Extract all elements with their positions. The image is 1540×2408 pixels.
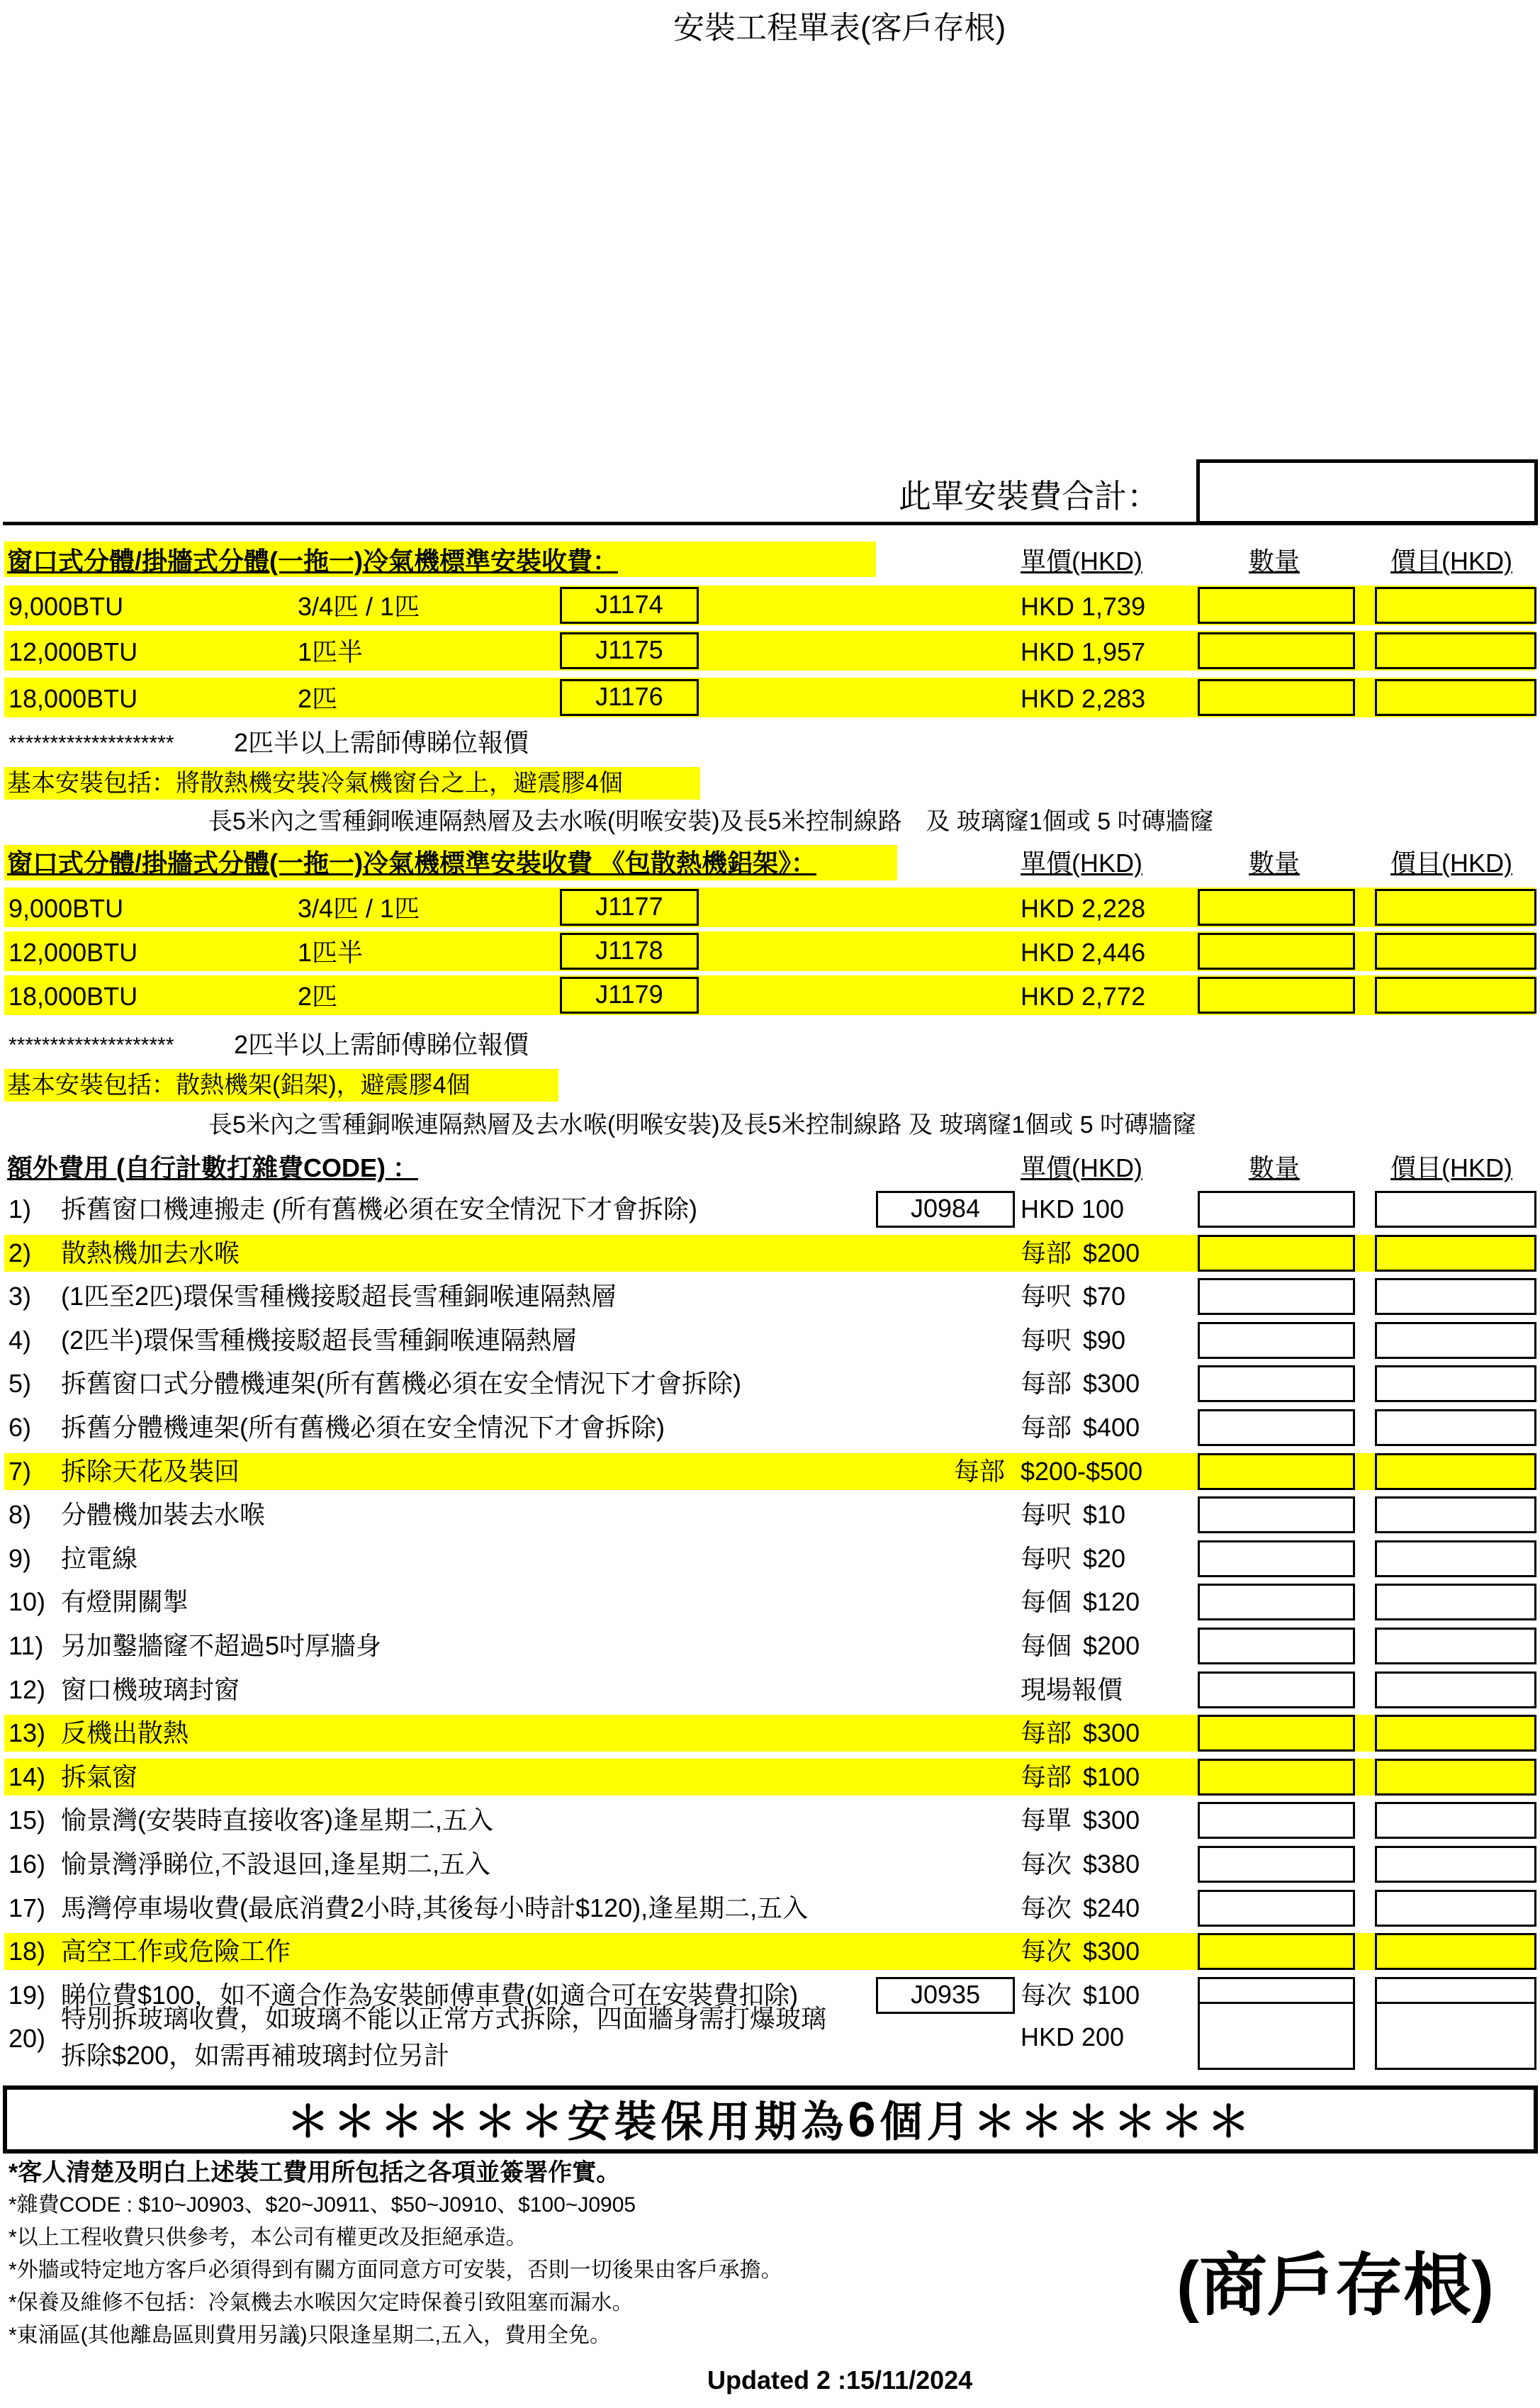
unit-label: 每次 — [1021, 1981, 1072, 2010]
price-label: $20 — [1083, 1544, 1126, 1573]
amount-input[interactable] — [1375, 889, 1536, 926]
item-no: 2) — [9, 1238, 32, 1267]
qty-input[interactable] — [1198, 1453, 1355, 1490]
qty-input[interactable] — [1198, 1540, 1355, 1577]
item-desc: 拉電線 — [61, 1544, 138, 1573]
qty-input[interactable] — [1198, 977, 1355, 1014]
amount-input[interactable] — [1375, 2002, 1536, 2070]
price-label: $300 — [1083, 1937, 1140, 1966]
item-desc: 分體機加裝去水喉 — [61, 1500, 266, 1529]
qty-input[interactable] — [1198, 1933, 1355, 1970]
item-desc: 拆除天花及裝回 — [61, 1457, 240, 1486]
col-qty-2: 數量 — [1249, 849, 1300, 878]
unit-label: 每部 — [1021, 1413, 1072, 1442]
unit-label: 每部 — [954, 1457, 1006, 1486]
warranty-banner — [3, 2085, 1538, 2154]
hp-label: 3/4匹 / 1匹 — [298, 894, 420, 923]
note-line: *保養及維修不包括：冷氣機去水喉因欠定時保養引致阻塞而漏水。 — [9, 2291, 634, 2314]
amount-input[interactable] — [1375, 1409, 1536, 1446]
unit-label: 每個 — [1021, 1631, 1072, 1660]
item-no: 5) — [9, 1369, 32, 1398]
amount-input[interactable] — [1375, 1191, 1536, 1228]
item20-desc-line1: 特別拆玻璃收費，如玻璃不能以正常方式拆除，四面牆身需打爆玻璃 — [61, 2004, 827, 2033]
amount-input[interactable] — [1375, 1322, 1536, 1359]
price-label: HKD 2,772 — [1021, 982, 1146, 1011]
confirm-note: *客人清楚及明白上述裝工費用所包括之各項並簽署作實。 — [9, 2159, 621, 2186]
basic-install-detail: 長5米內之雪種銅喉連隔熱層及去水喉(明喉安裝)及長5米控制線路 及 玻璃窿1個或 5 吋磚牆窿 — [208, 1111, 1197, 1138]
unit-label: 每部 — [1021, 1238, 1072, 1267]
code-box: J1179 — [560, 977, 699, 1014]
amount-input[interactable] — [1375, 1628, 1536, 1664]
basic-install-detail: 長5米內之雪種銅喉連隔熱層及去水喉(明喉安裝)及長5米控制線路 及 玻璃窿1個或 5 吋磚牆窿 — [208, 808, 1214, 835]
merchant-stub-label: (商戶存根) — [1176, 2248, 1494, 2324]
item-no: 3) — [9, 1282, 32, 1311]
amount-input[interactable] — [1375, 1365, 1536, 1402]
item-desc: 睇位費$100，如不適合作為安裝師傅車費(如適合可在安裝費扣除) — [61, 1981, 799, 2010]
section2-heading: 窗口式分體/掛牆式分體(一拖一)冷氣機標準安裝收費 《包散熱機鋁架》： — [7, 849, 816, 878]
unit-label: 每呎 — [1021, 1282, 1072, 1311]
qty-input[interactable] — [1198, 1715, 1355, 1752]
price-label: HKD 100 — [1021, 1194, 1125, 1223]
price-label: HKD 2,283 — [1021, 684, 1146, 713]
btu-label: 9,000BTU — [9, 592, 124, 621]
amount-input[interactable] — [1375, 632, 1536, 669]
item20-no: 20) — [9, 2024, 46, 2053]
note-text: 2匹半以上需師傅睇位報價 — [234, 1030, 529, 1059]
price-label: $100 — [1083, 1762, 1140, 1791]
qty-input[interactable] — [1198, 679, 1355, 716]
unit-label: 每部 — [1021, 1762, 1072, 1791]
unit-label: 每次 — [1021, 1893, 1072, 1922]
amount-input[interactable] — [1375, 1846, 1536, 1883]
item20-price: HKD 200 — [1021, 2022, 1125, 2051]
hp-label: 2匹 — [298, 684, 338, 713]
item-no: 8) — [9, 1500, 32, 1529]
total-input[interactable] — [1196, 459, 1538, 525]
amount-input[interactable] — [1375, 1540, 1536, 1577]
hp-label: 3/4匹 / 1匹 — [298, 592, 420, 621]
page-title: 安裝工程單表(客戶存根) — [673, 11, 1006, 45]
hp-label: 1匹半 — [298, 637, 364, 666]
price-label: $90 — [1083, 1326, 1126, 1355]
col-unit-price-2: 單價(HKD) — [1021, 849, 1142, 878]
price-label: $100 — [1083, 1981, 1140, 2010]
btu-label: 9,000BTU — [9, 894, 124, 923]
total-label: 此單安裝費合計： — [899, 478, 1159, 515]
price-label: HKD 1,957 — [1021, 637, 1146, 666]
item-desc: 拆舊分體機連架(所有舊機必須在安全情況下才會拆除) — [61, 1413, 665, 1442]
item20-desc-line2: 拆除$200，如需再補玻璃封位另計 — [61, 2041, 450, 2070]
price-label: HKD 1,739 — [1021, 592, 1146, 621]
unit-label: 每次 — [1021, 1849, 1072, 1878]
item-desc: 另加鑿牆窿不超過5吋厚牆身 — [61, 1631, 382, 1660]
item-no: 19) — [9, 1981, 46, 2010]
warranty-months: 6 — [848, 2092, 880, 2147]
price-label: HKD 2,446 — [1021, 938, 1146, 967]
col-unit-price-3: 單價(HKD) — [1021, 1153, 1142, 1182]
amount-input[interactable] — [1375, 933, 1536, 970]
amount-input[interactable] — [1375, 1584, 1536, 1620]
amount-input[interactable] — [1375, 1715, 1536, 1752]
item-desc: 愉景灣(安裝時直接收客)逢星期二,五入 — [61, 1805, 493, 1835]
item-no: 16) — [9, 1849, 46, 1878]
qty-input[interactable] — [1198, 1846, 1355, 1883]
amount-input[interactable] — [1375, 1759, 1536, 1796]
qty-input[interactable] — [1198, 1802, 1355, 1839]
amount-input[interactable] — [1375, 1278, 1536, 1315]
price-label: $300 — [1083, 1369, 1140, 1398]
note-line: *東涌區(其他離島區則費用另議)只限逢星期二,五入，費用全免。 — [9, 2324, 611, 2347]
col-qty-3: 數量 — [1249, 1153, 1300, 1182]
note-text: 2匹半以上需師傅睇位報價 — [234, 728, 529, 757]
btu-label: 12,000BTU — [9, 938, 138, 967]
amount-input[interactable] — [1375, 1890, 1536, 1927]
item-desc: 反機出散熱 — [61, 1718, 189, 1747]
price-label: $200 — [1083, 1238, 1140, 1267]
extras-heading: 額外費用 (自行計數打雜費CODE) ： — [7, 1153, 418, 1182]
basic-install-label: 基本安裝包括：將散熱機安裝冷氣機窗台之上，避震膠4個 — [7, 770, 623, 797]
qty-input[interactable] — [1198, 1235, 1355, 1272]
item-desc: (1匹至2匹)環保雪種機接駁超長雪種銅喉連隔熱層 — [61, 1282, 617, 1311]
btu-label: 12,000BTU — [9, 637, 138, 666]
hp-label: 2匹 — [298, 982, 338, 1011]
item-no: 4) — [9, 1326, 32, 1355]
note-stars: ******************** — [9, 1034, 174, 1057]
unit-label: 每個 — [1021, 1587, 1072, 1616]
note-stars: ******************** — [9, 732, 174, 755]
item-no: 17) — [9, 1893, 46, 1922]
col-amount-1: 價目(HKD) — [1390, 547, 1512, 576]
qty-input[interactable] — [1198, 1584, 1355, 1620]
updated-date: Updated 2 :15/11/2024 — [707, 2365, 973, 2395]
unit-label: 每次 — [1021, 1937, 1072, 1966]
amount-input[interactable] — [1375, 1496, 1536, 1533]
col-unit-price-1: 單價(HKD) — [1021, 547, 1142, 576]
qty-input[interactable] — [1198, 1322, 1355, 1359]
hp-label: 1匹半 — [298, 938, 364, 967]
item-desc: 馬灣停車場收費(最底消費2小時,其後每小時計$120),逢星期二,五入 — [61, 1893, 809, 1922]
item-no: 10) — [9, 1587, 46, 1616]
note-line: *外牆或特定地方客戶必須得到有關方面同意方可安裝，否則一切後果由客戶承擔。 — [9, 2258, 782, 2282]
item-desc: 高空工作或危險工作 — [61, 1937, 291, 1966]
qty-input[interactable] — [1198, 632, 1355, 669]
amount-input[interactable] — [1375, 587, 1536, 624]
qty-input[interactable] — [1198, 1628, 1355, 1664]
warranty-suffix: 個月＊＊＊＊＊＊ — [879, 2098, 1254, 2146]
price-label: $200 — [1083, 1631, 1140, 1660]
item-desc: 有燈開關掣 — [61, 1587, 189, 1616]
item-no: 11) — [9, 1631, 44, 1660]
amount-input[interactable] — [1375, 1235, 1536, 1272]
price-label: HKD 2,228 — [1021, 894, 1146, 923]
item-no: 12) — [9, 1675, 46, 1704]
qty-input[interactable] — [1198, 933, 1355, 970]
item-desc: 散熱機加去水喉 — [61, 1238, 240, 1267]
item-no: 9) — [9, 1544, 32, 1573]
qty-input[interactable] — [1198, 1496, 1355, 1533]
qty-input[interactable] — [1198, 889, 1355, 926]
item-no: 1) — [9, 1194, 32, 1223]
price-label: $240 — [1083, 1893, 1140, 1922]
unit-label: 每部 — [1021, 1718, 1072, 1747]
code-box: J1176 — [560, 679, 699, 716]
amount-input[interactable] — [1375, 679, 1536, 716]
qty-input[interactable] — [1198, 1191, 1355, 1228]
amount-input[interactable] — [1375, 977, 1536, 1014]
col-qty-1: 數量 — [1249, 547, 1300, 576]
qty-input[interactable] — [1198, 2002, 1355, 2070]
amount-input[interactable] — [1375, 1671, 1536, 1708]
item-no: 6) — [9, 1413, 32, 1442]
price-label: $400 — [1083, 1413, 1140, 1442]
price-label: $380 — [1083, 1849, 1140, 1878]
price-label: $300 — [1083, 1805, 1140, 1835]
item-no: 15) — [9, 1805, 46, 1835]
note-line: *雜費CODE : $10~J0903、$20~J0911、$50~J0910、$100~J0905 — [9, 2193, 636, 2217]
unit-label: 每呎 — [1021, 1326, 1072, 1355]
code-box: J0984 — [876, 1191, 1015, 1228]
unit-label: 每呎 — [1021, 1500, 1072, 1529]
price-label: $200-$500 — [1021, 1457, 1143, 1486]
code-box: J0935 — [876, 1977, 1015, 2014]
code-box: J1177 — [560, 889, 699, 926]
col-amount-3: 價目(HKD) — [1390, 1153, 1512, 1182]
price-label: $10 — [1083, 1500, 1126, 1529]
item-no: 13) — [9, 1718, 46, 1747]
code-box: J1174 — [560, 587, 699, 624]
btu-label: 18,000BTU — [9, 684, 138, 713]
item-desc: 窗口機玻璃封窗 — [61, 1675, 240, 1704]
qty-input[interactable] — [1198, 1759, 1355, 1796]
unit-label: 每呎 — [1021, 1544, 1072, 1573]
qty-input[interactable] — [1198, 1409, 1355, 1446]
price-label: $120 — [1083, 1587, 1140, 1616]
qty-input[interactable] — [1198, 587, 1355, 624]
unit-label: 每部 — [1021, 1369, 1072, 1398]
amount-input[interactable] — [1375, 1933, 1536, 1970]
qty-input[interactable] — [1198, 1278, 1355, 1315]
amount-input[interactable] — [1375, 1453, 1536, 1490]
unit-label: 現場報價 — [1021, 1675, 1123, 1704]
item-no: 14) — [9, 1762, 46, 1791]
qty-input[interactable] — [1198, 1671, 1355, 1708]
item-no: 7) — [9, 1457, 32, 1486]
price-label: $300 — [1083, 1718, 1140, 1747]
col-amount-2: 價目(HKD) — [1390, 849, 1512, 878]
qty-input[interactable] — [1198, 1890, 1355, 1927]
item-desc: 拆舊窗口機連搬走 (所有舊機必須在安全情況下才會拆除) — [61, 1194, 697, 1223]
code-box: J1175 — [560, 632, 699, 669]
item-desc: 愉景灣淨睇位,不設退回,逢星期二,五入 — [61, 1849, 491, 1878]
price-label: $70 — [1083, 1282, 1126, 1311]
section1-heading: 窗口式分體/掛牆式分體(一拖一)冷氣機標準安裝收費： — [7, 547, 618, 576]
item-no: 18) — [9, 1937, 46, 1966]
item-desc: 拆氣窗 — [61, 1762, 138, 1791]
basic-install-label: 基本安裝包括：散熱機架(鋁架)，避震膠4個 — [7, 1072, 471, 1099]
item-desc: (2匹半)環保雪種機接駁超長雪種銅喉連隔熱層 — [61, 1326, 577, 1355]
top-divider — [3, 522, 1538, 525]
item-desc: 拆舊窗口式分體機連架(所有舊機必須在安全情況下才會拆除) — [61, 1369, 741, 1398]
note-line: *以上工程收費只供參考，本公司有權更改及拒絕承造。 — [9, 2226, 527, 2249]
amount-input[interactable] — [1375, 1802, 1536, 1839]
warranty-prefix: ＊＊＊＊＊＊安裝保用期為 — [286, 2098, 848, 2146]
code-box: J1178 — [560, 933, 699, 970]
unit-label: 每單 — [1021, 1805, 1072, 1835]
qty-input[interactable] — [1198, 1365, 1355, 1402]
btu-label: 18,000BTU — [9, 982, 138, 1011]
